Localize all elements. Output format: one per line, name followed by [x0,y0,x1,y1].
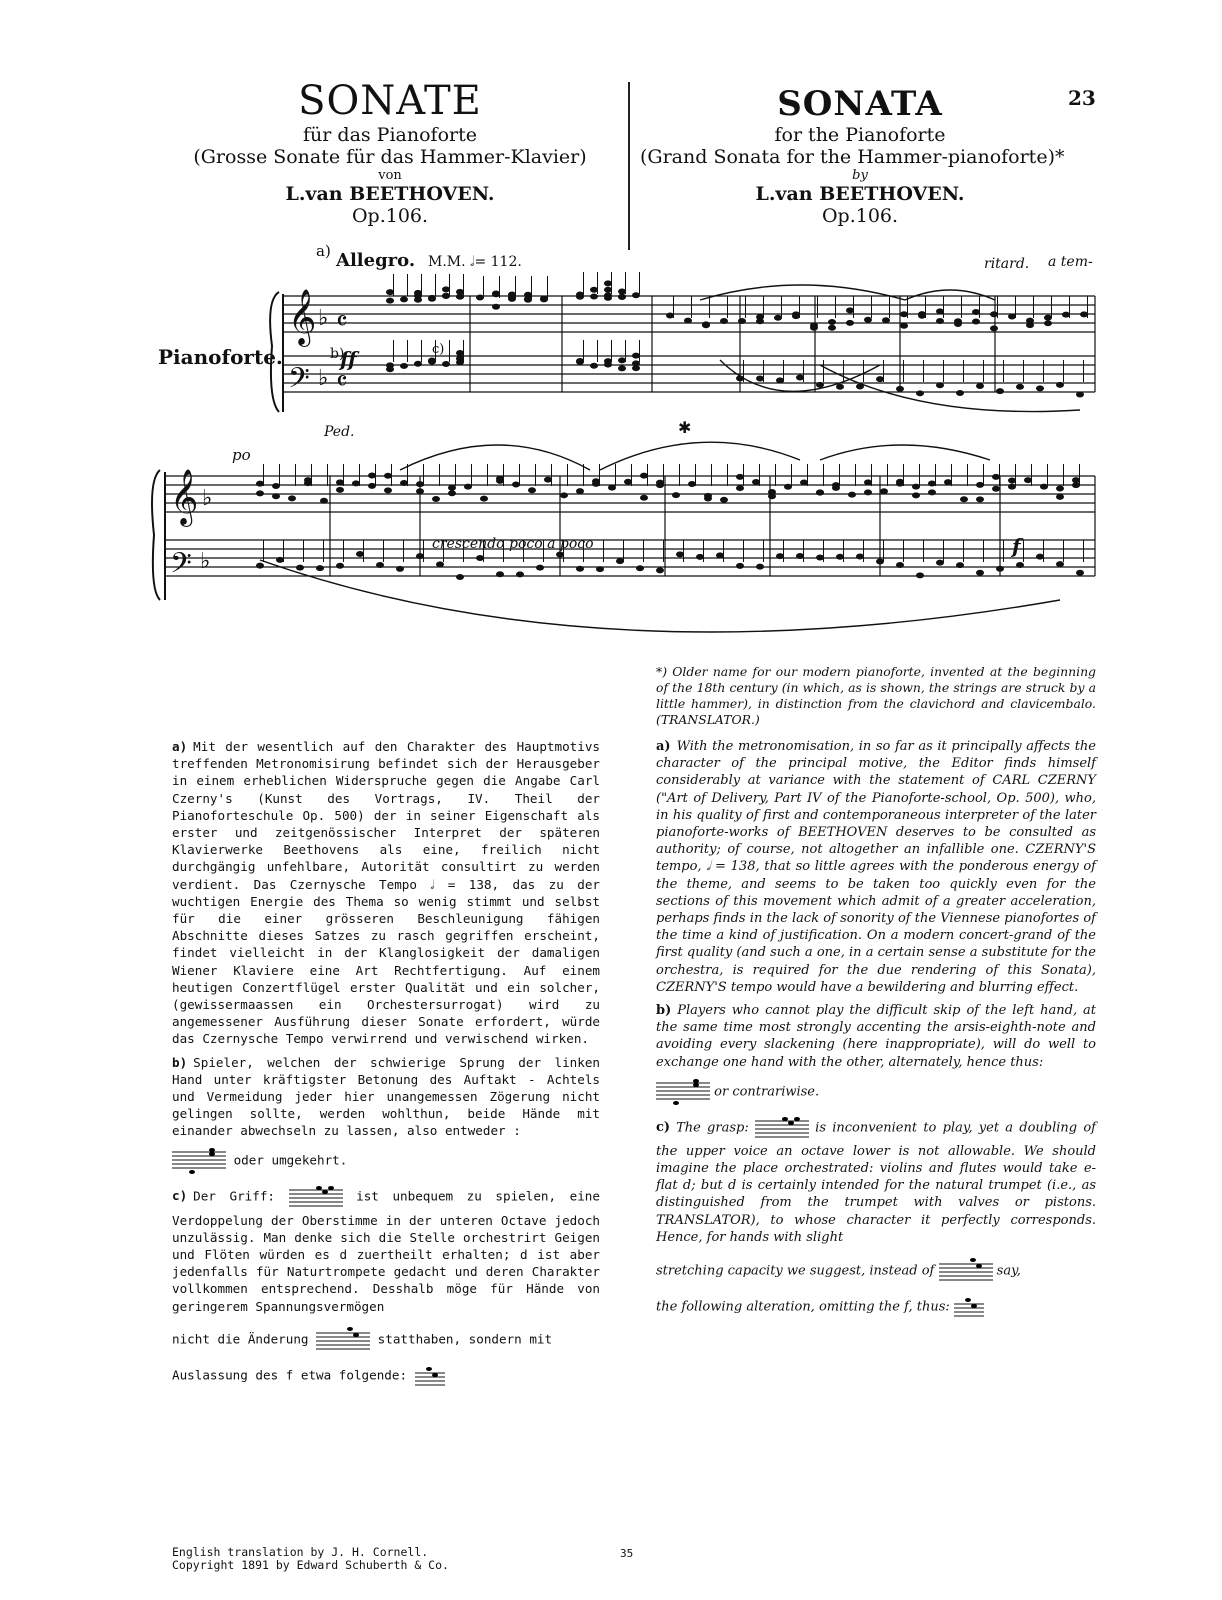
opus-english: Op.106. [821,205,899,227]
notehead [608,485,616,491]
notehead [590,287,598,293]
notehead [916,390,924,396]
notehead [640,473,648,479]
notehead [1024,477,1032,483]
notehead [368,472,376,478]
german-note-c-change: nicht die Änderung statthaben, sondern mit [172,1325,600,1355]
flat-sig-4: ♭ [200,549,211,574]
notehead [784,484,792,490]
notehead [972,309,980,315]
notehead [896,481,904,487]
notehead [864,489,872,495]
notehead [976,496,984,502]
notehead [928,480,936,486]
notehead [756,375,764,381]
notehead [738,318,746,324]
mark-c: c) [432,342,445,357]
notehead [880,488,888,494]
notehead [846,320,854,326]
ritard-marking: ritard. [984,256,1030,272]
notehead [576,566,584,572]
notehead [944,479,952,485]
notehead [616,558,624,564]
notehead [936,560,944,566]
notehead [856,553,864,559]
notehead [386,289,394,295]
notehead [756,564,764,570]
notehead [1076,570,1084,576]
notehead [936,308,944,314]
notehead [618,289,626,295]
dynamic-f: f [1012,534,1021,558]
notehead [544,477,552,483]
notehead [996,566,1004,572]
notehead [476,555,484,561]
notehead [796,553,804,559]
notehead [976,570,984,576]
title-german: SONATE [298,78,482,124]
notehead [368,483,376,489]
instrument-label: Pianoforte. [158,345,283,369]
notehead [752,479,760,485]
notehead [604,295,612,301]
notehead [990,325,998,331]
notehead [356,551,364,557]
notehead [436,561,444,567]
notehead [836,554,844,560]
notehead [720,497,728,503]
notehead [1044,315,1052,321]
notehead [1008,313,1016,319]
notehead [1044,320,1052,326]
notehead [386,362,394,368]
composer-german: L.van BEETHOVEN. [285,183,495,205]
notehead [828,319,836,325]
notehead [976,383,984,389]
bass-clef-2: 𝄢 [170,547,192,587]
music-example-icon [289,1182,343,1212]
notehead [416,481,424,487]
notehead [1040,484,1048,490]
notehead [384,487,392,493]
tempo-footnote-marker: a) [316,242,331,260]
notehead [828,325,836,331]
notehead [956,562,964,568]
notehead [636,565,644,571]
subtitle-german-2: (Grosse Sonate für das Hammer-Klavier) [193,146,587,168]
notehead [476,295,484,301]
notehead [864,317,872,323]
notehead [956,390,964,396]
notehead [428,358,436,364]
notehead [400,480,408,486]
notehead [702,322,710,328]
notehead [512,482,520,488]
notehead [624,479,632,485]
notehead [256,490,264,496]
notehead [774,315,782,321]
notehead [576,358,584,364]
notehead [496,476,504,482]
notehead [528,487,536,493]
notehead [496,571,504,577]
notehead [320,498,328,504]
translator-footnote: *) Older name for our modern pianoforte, invented at the beginning of the 18th century (in which, as is shown, the strings are struck by a little hammer), in distinction from the clavichord and clavicembalo. (TRANSLATOR.) [656,664,1096,727]
notehead [792,311,800,317]
notehead [816,489,824,495]
notehead [810,322,818,328]
credits [172,1546,449,1572]
notehead [992,486,1000,492]
notehead [900,323,908,329]
notehead [480,496,488,502]
notehead [576,488,584,494]
music-example-icon [415,1361,469,1391]
notehead [846,307,854,313]
notehead [960,496,968,502]
notehead [776,377,784,383]
notehead [632,353,640,359]
system2-brace [152,470,160,600]
notehead [632,360,640,366]
notehead [596,566,604,572]
notehead [256,481,264,487]
notehead [936,318,944,324]
notehead [848,492,856,498]
notehead [276,557,284,563]
notehead [556,551,564,557]
subtitle-english-2: (Grand Sonata for the Hammer-pianoforte)* [640,146,1065,168]
page-number: 23 [1068,86,1096,110]
notehead [384,473,392,479]
notehead [604,287,612,293]
notehead [336,563,344,569]
notehead [800,480,808,486]
notehead [416,553,424,559]
flat-sig-2: ♭ [318,366,329,391]
notehead [456,356,464,362]
notehead [442,361,450,367]
notehead [604,280,612,286]
notehead [896,386,904,392]
music-example-icon [656,1077,710,1107]
notehead [876,558,884,564]
english-note-b: b) Players who cannot play the difficult skip of the left hand, at the same time most strongly accenting the arsis-eighth-note and avoiding every slackening (here inappropriate), will do well to exchange one hand with the other, alternately, hence thus: [656,1003,1096,1070]
notehead [456,574,464,580]
notehead [666,312,674,318]
notehead [1080,311,1088,317]
notehead [456,289,464,295]
notehead [536,565,544,571]
notehead [456,350,464,356]
notehead [1072,482,1080,488]
time-sig-1: 𝄴 [336,307,348,337]
german-note-b: b) Spieler, welchen der schwierige Sprung der linken Hand unter kräftigster Betonung des Auftakt - Achtels und Vermeidung jeder hier unangemessen Zögerung nicht gelingen sollte, werden wohlthun, beide Hände mit einander abwechseln zu lassen, also entweder : [172,1054,600,1139]
by-english: by [852,168,868,183]
notehead [796,375,804,381]
notehead [1056,382,1064,388]
music-score [0,0,1222,660]
german-note-a: a) Mit der wesentlich auf den Charakter des Hauptmotivs treffenden Metronomisirung befindet sich der Herausgeber in einem erheblichen Widerspruche gegen die Angabe Carl Czerny's (Kunst des Vortrags, IV. Theil der Pianoforteschule Op. 500) der in seiner Eigenschaft als erster und zeitgenössischer Interpret der späteren Klavierwerke Beethovens als eine, freilich nicht durchgängig unfehlbare, Autorität consultirt zu werden verdient. Das Czernysche Tempo 𝅗𝅥 = 138, das zu der wuchtigen Energie des Thema so wenig stimmt und selbst für die einer grösseren Beschleunigung fähigen Abschnitte dieses Satzes zu rasch gegriffen erscheint, findet vielleicht in der Klanglosigkeit der damaligen Wiener Klaviere eine Art Rechtfertigung. Auf einem heutigen Conzertflügel erster Qualität und ein solcher, (gewissermaassen ein Orchestersurrogat) wird zu angemessener Ausführung dieser Sonate erfordert, würde das Czernysche Tempo verwirrend und verwischend wirken. [172,739,600,1047]
notehead [656,480,664,486]
german-commentary [172,738,600,1397]
notehead [816,382,824,388]
english-note-c: c) The grasp: is inconvenient to play, yet a doubling of the upper voice an octave lower is not allowable. We should imagine the place orchestrated: violins and flutes would take e-flat d; but d is certainly intended for the natural trumpet (i.e., as distinguished from the trumpet with valves or pistons. TRANSLATOR), to whose character it perfectly corresponds. Hence, for hands with slight [656,1113,1096,1246]
notehead [736,563,744,569]
notehead [400,363,408,369]
notehead [876,376,884,382]
notehead [428,296,436,302]
notehead [632,292,640,298]
a-tempo-marking: a tem- [1048,254,1093,270]
notehead [688,481,696,487]
notehead [414,290,422,296]
notehead [256,563,264,569]
notehead [1008,477,1016,483]
notehead [1016,562,1024,568]
notehead [304,480,312,486]
notehead [918,313,926,319]
notehead [640,495,648,501]
english-commentary [656,738,1096,1328]
music-example-icon [954,1292,1008,1322]
dynamic-ff: ff [340,347,357,371]
notehead [696,554,704,560]
music-example-icon [755,1113,809,1143]
notehead [376,562,384,568]
translation-credit: English translation by J. H. Cornell. [172,1545,429,1559]
notehead [516,571,524,577]
title-english: SONATA [777,84,943,124]
english-note-b-example: or contrariwise. [656,1077,1096,1107]
notehead [396,566,404,572]
notehead [442,293,450,299]
notehead [720,318,728,324]
notehead [590,363,598,369]
notehead [1016,384,1024,390]
notehead [508,292,516,298]
notehead [672,492,680,498]
flat-sig-1: ♭ [318,306,329,331]
flat-sig-3: ♭ [202,486,213,511]
notehead [936,382,944,388]
plate-number: 35 [620,1547,634,1560]
subtitle-english-1: for the Pianoforte [774,124,946,146]
metronome-marking: M.M. 𝅗𝅥= 112. [428,254,522,270]
notehead [492,290,500,296]
notehead [912,492,920,498]
notehead [832,485,840,491]
notehead [448,485,456,491]
crescendo-marking: crescendo poco a poco [432,536,594,552]
notehead [864,479,872,485]
pedal-release-icon: ✱ [678,418,692,437]
notehead [272,483,280,489]
notehead [288,495,296,501]
english-note-c-omit: the following alteration, omitting the f, thus: [656,1292,1096,1322]
tempo-marking: Allegro. [336,250,416,271]
notehead [928,489,936,495]
notehead [414,361,422,367]
notehead [618,365,626,371]
notehead [1062,312,1070,318]
notehead [442,286,450,292]
mark-b: b) [330,346,345,362]
bass-clef-1: 𝄢 [288,362,310,402]
notehead [736,485,744,491]
notehead [1026,318,1034,324]
notehead [560,492,568,498]
notehead [272,493,280,499]
notehead [1008,484,1016,490]
notehead [336,487,344,493]
notehead [604,362,612,368]
notehead [540,295,548,301]
po-marking: po [232,446,251,464]
notehead [676,551,684,557]
notehead [1056,486,1064,492]
notehead [916,572,924,578]
notehead [992,474,1000,480]
notehead [776,553,784,559]
notehead [416,488,424,494]
german-note-c: c) Der Griff: ist unbequem zu spielen, eine Verdoppelung der Oberstimme in der unteren Octave jedoch unzulässig. Man denke sich die Stelle orchestrirt Geigen und Flöten würden es d zuertheilt erhalten; d ist aber jedenfalls für Naturtrompete gedacht und deren Charakter vollkommen entsprechend. Desshalb möge für Hände von geringerem Spannungsvermögen [172,1182,600,1315]
notehead [576,294,584,300]
notehead [954,321,962,327]
music-example-icon [316,1325,370,1355]
notehead [912,484,920,490]
notehead [768,493,776,499]
music-example-icon [172,1146,226,1176]
notehead [756,314,764,320]
notehead [592,481,600,487]
notehead [836,384,844,390]
notehead [414,297,422,303]
notehead [464,484,472,490]
notehead [1056,494,1064,500]
notehead [976,482,984,488]
notehead [336,479,344,485]
by-german: von [378,168,402,183]
notehead [1036,385,1044,391]
copyright-line: Copyright 1891 by Edward Schuberth & Co. [172,1558,449,1572]
notehead [990,311,998,317]
notehead [684,318,692,324]
time-sig-2: 𝄴 [336,367,348,397]
notehead [736,474,744,480]
notehead [400,296,408,302]
notehead [1036,554,1044,560]
subtitle-german-1: für das Pianoforte [303,124,477,146]
notehead [896,562,904,568]
notehead [492,304,500,310]
notehead [618,357,626,363]
composer-english: L.van BEETHOVEN. [755,183,965,205]
notehead [1056,561,1064,567]
notehead [704,493,712,499]
notehead [996,388,1004,394]
music-example-icon [939,1256,993,1286]
english-note-a: a) With the metronomisation, in so far as it principally affects the character of the principal motive, the Editor finds himself considerably at variance with the statement of CARL CZERNY ("Art of Delivery, Part IV of the Pianoforte-school, Op. 500), who, in his quality of first and contemporaneous interpreter of the later pianoforte-works of BEETHOVEN deserves to be consulted as authority; of course, not altogether an infallible one. CZERNY'S tempo, 𝅗𝅥 = 138, that so little agrees with the ponderous energy of the theme, and seems to be taken too quickly even for the sections of this movement which admit of a greater acceleration, perhaps finds in the lack of sonority of the Viennese pianofortes of the time a kind of justification. On a modern concert-grand of the first quality (and such a one, in a certain sense a substitute for the orchestra, is required for the due rendering of this Sonata), CZERNY'S tempo would have a bewildering and blurring effect. [656,739,1096,995]
treble-clef-2: 𝄞 [170,469,199,525]
pedal-marking: Ped. [324,424,355,440]
notehead [386,298,394,304]
german-note-b-example: oder umgekehrt. [172,1146,600,1176]
notehead [972,319,980,325]
notehead [432,496,440,502]
notehead [590,294,598,300]
english-note-c-change: stretching capacity we suggest, instead of say, [656,1256,1096,1286]
notehead [816,555,824,561]
notehead [1076,392,1084,398]
notehead [524,296,532,302]
treble-clef-1: 𝄞 [288,289,317,345]
notehead [656,567,664,573]
german-note-c-omit: Auslassung des f etwa folgende: [172,1361,600,1391]
notehead [316,565,324,571]
notehead [448,490,456,496]
notehead [900,311,908,317]
notehead [882,317,890,323]
notehead [716,552,724,558]
opus-german: Op.106. [351,205,429,227]
notehead [352,480,360,486]
notehead [296,565,304,571]
